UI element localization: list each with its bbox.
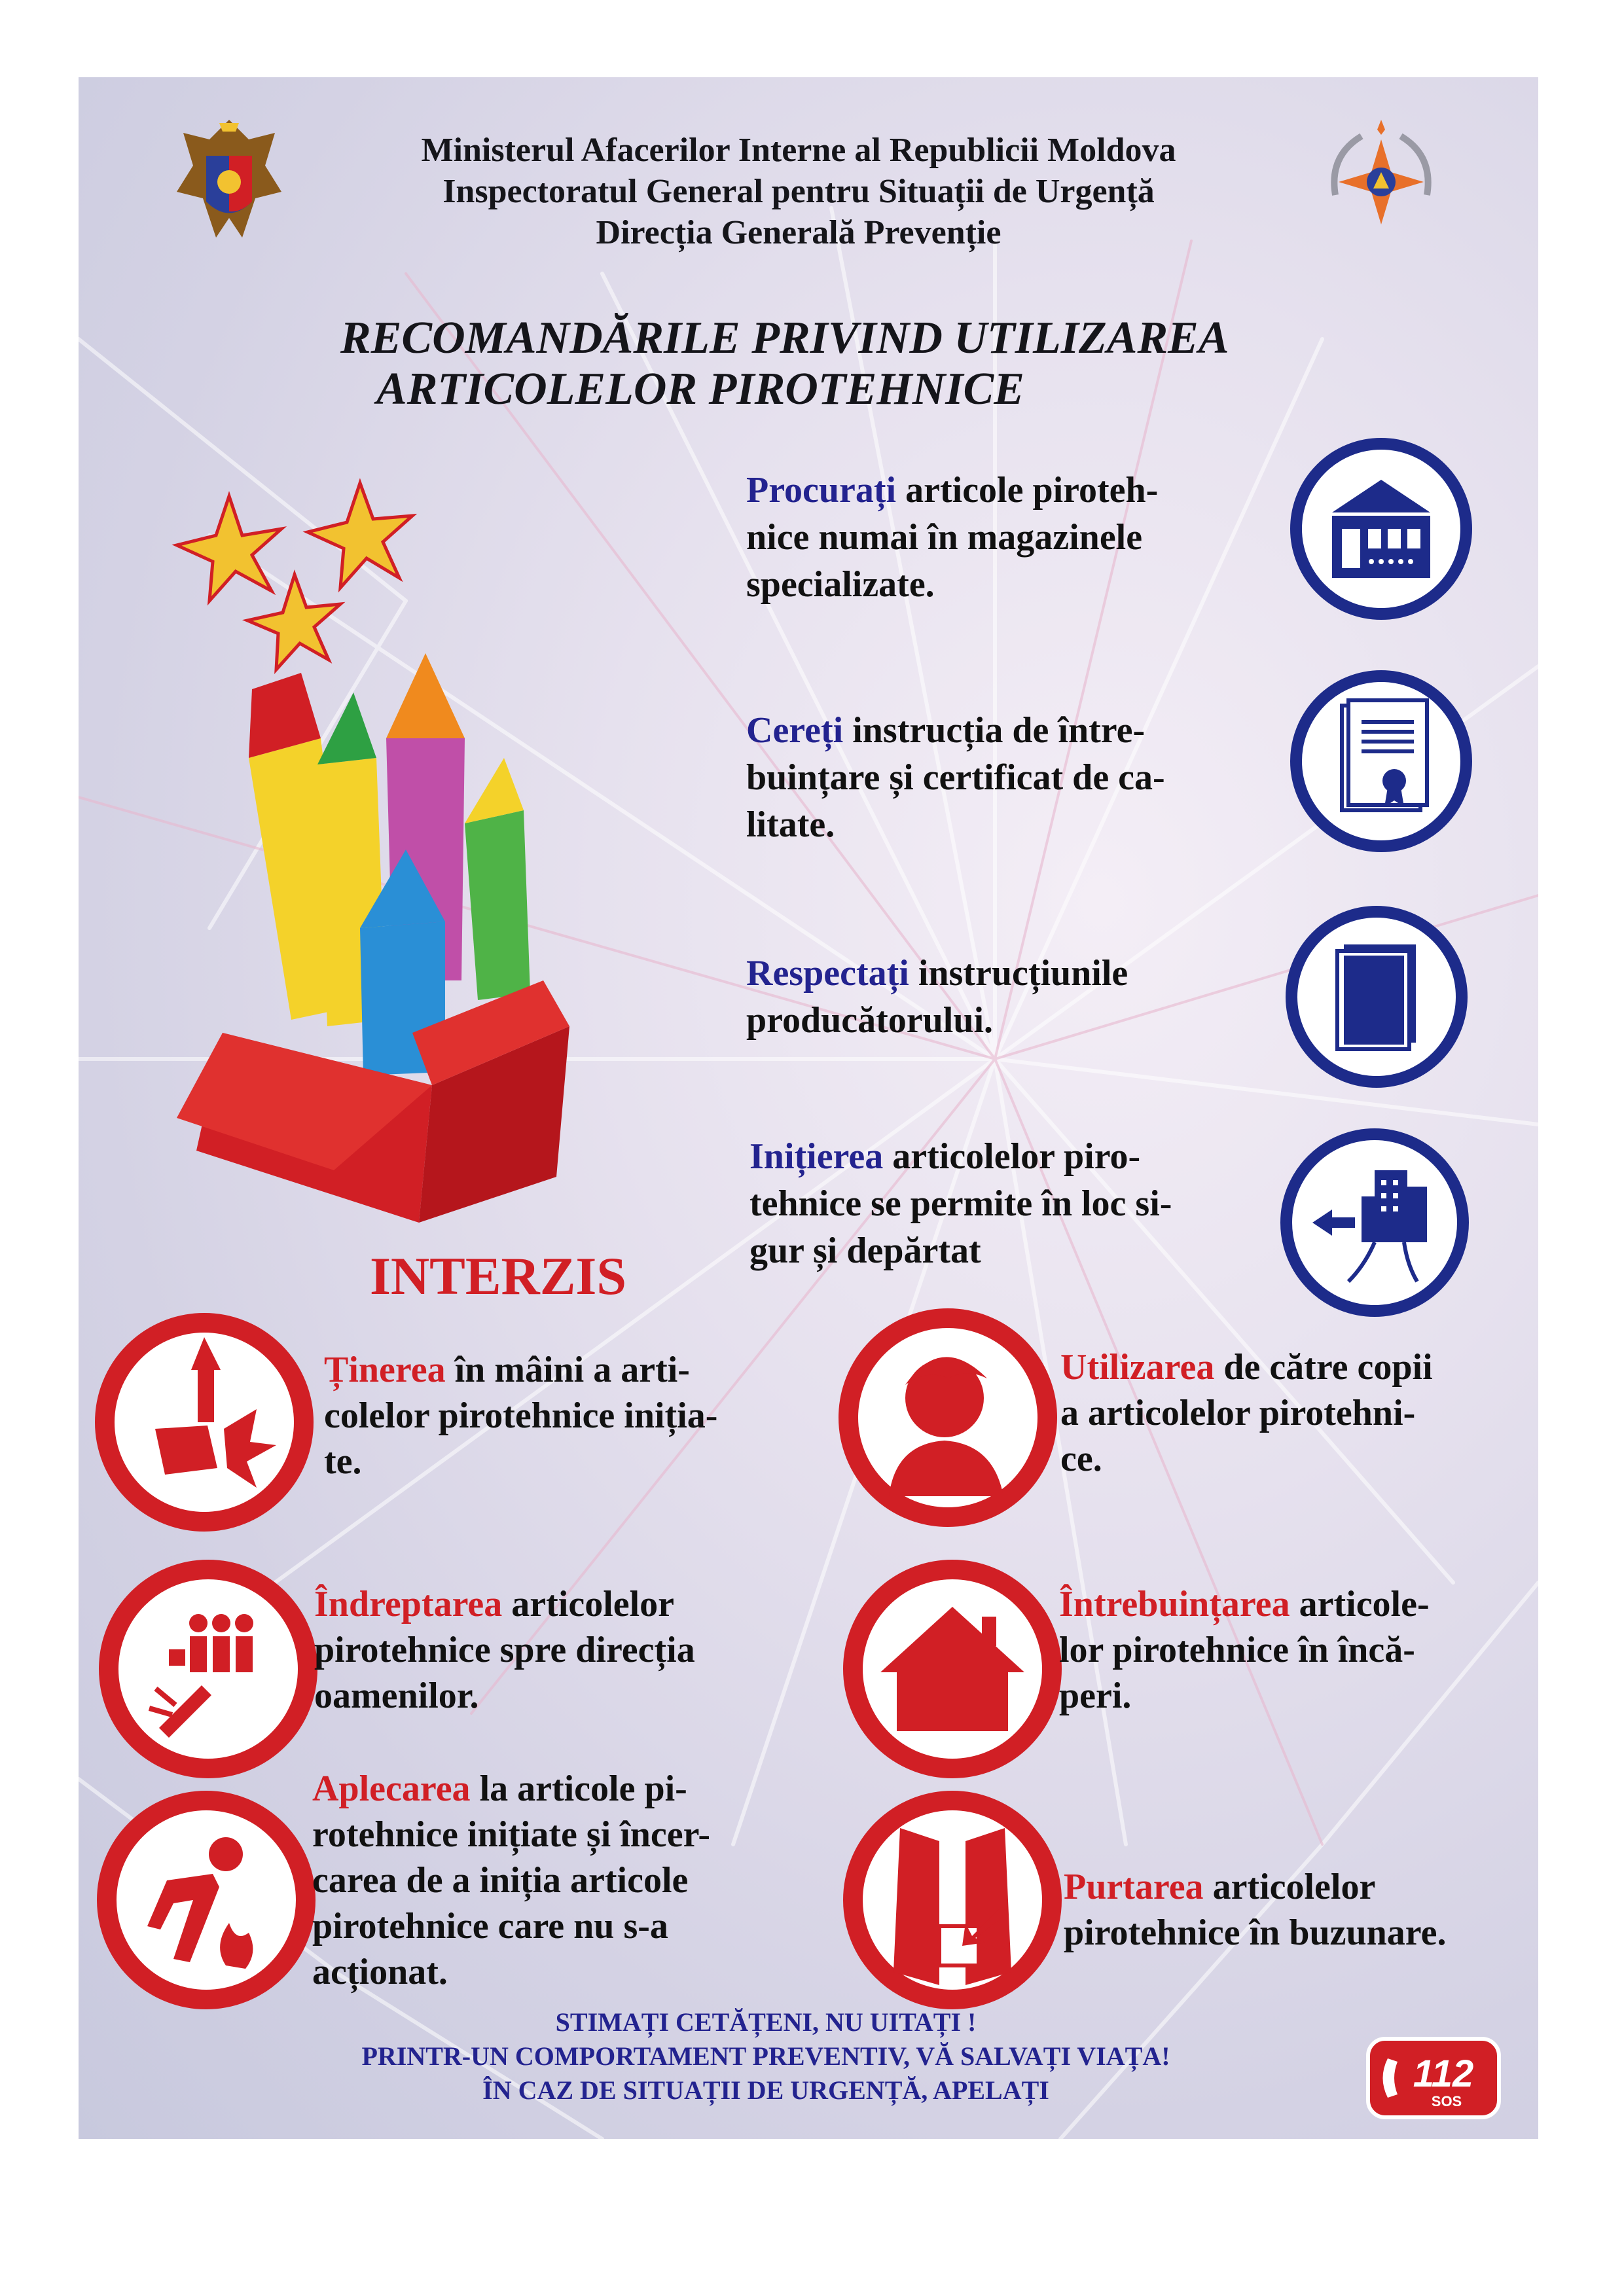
emergency-112-badge [1365,2036,1502,2121]
header-line-2: Inspectoratul General pentru Situații de Urgență [442,173,1155,210]
prohibition-4 [1059,1581,1530,1719]
rec-2-line-3: litate. [746,804,835,845]
rec-2-keyword: Cereți [746,710,844,751]
emergency-number: 112 [1413,2053,1474,2095]
rec-4-line-3: gur și depărtat [749,1230,981,1271]
ban-6-line-2: pirotehnice în buzunare. [1064,1912,1447,1953]
header-line-3: Direcția Generală Prevenție [596,214,1001,251]
interzis-heading: INTERZIS [370,1246,626,1306]
certificate-icon [1286,666,1476,856]
recommendation-3 [746,950,1290,1044]
ministry-header [275,130,1322,253]
header-line-1: Ministerul Afacerilor Interne al Republicii Moldova [421,132,1176,169]
rec-4-line-2: tehnice se permite în loc si- [749,1183,1172,1224]
ban-2-line-3: ce. [1060,1439,1102,1479]
footer-line-1: STIMAȚI CETĂȚENI, NU UITAȚI ! [555,2007,977,2037]
ban-3-line-2: pirotehnice spre direcția [314,1630,695,1670]
rec-3-line-1: instrucțiunile [909,953,1128,994]
ban-5-line-3: carea de a iniția articole [312,1860,689,1901]
rec-2-line-1: instrucția de între- [843,710,1146,751]
emergency-sos-label: SOS [1431,2093,1462,2109]
ban-2-line-1: de către copii [1214,1347,1433,1388]
manual-icon [1282,902,1471,1092]
ban-1-line-1: în mâini a arti- [445,1350,690,1390]
firework-aimed-at-people-icon [97,1558,319,1780]
ban-4-line-1: articole- [1290,1584,1430,1624]
footer-line-2: PRINTR-UN COMPORTAMENT PREVENTIV, VĂ SALVAȚI VIAȚA! [361,2041,1170,2071]
prohibition-3 [314,1581,838,1719]
prohibition-6 [1064,1864,1535,1956]
recommendation-4 [749,1133,1293,1274]
title-line-2: ARTICOLELOR PIROTEHNICE [376,364,1024,414]
rec-3-line-2: producătorului. [746,1000,994,1041]
rec-1-line-2: nice numai în magazinele [746,517,1143,558]
rec-4-keyword: Inițierea [749,1136,884,1177]
ban-3-line-1: articolelor [502,1584,675,1624]
prohibition-5 [312,1766,836,1995]
bending-over-firework-icon [95,1789,317,2011]
rec-1-keyword: Procurați [746,470,897,511]
ban-3-keyword: Îndreptarea [314,1584,503,1624]
ban-1-line-3: te. [324,1441,362,1482]
ban-1-keyword: Ținerea [324,1350,446,1390]
ban-6-line-1: articolelor [1203,1867,1376,1907]
house-icon [841,1558,1064,1780]
fireworks-box-illustration [137,457,713,1242]
rec-1-line-1: articole piroteh- [896,470,1159,511]
pocket-icon [841,1789,1064,2011]
ban-5-line-1: la articole pi- [470,1768,687,1809]
recommendation-1 [746,467,1290,608]
rec-2-line-2: buințare și certificat de ca- [746,757,1165,798]
recommendation-2 [746,707,1290,848]
store-icon [1286,434,1476,624]
moldova-coat-of-arms-icon [170,113,288,251]
prohibition-1 [324,1347,841,1484]
ban-1-line-2: colelor pirotehnice inițiа- [324,1395,718,1436]
footer-line-3: ÎN CAZ DE SITUAȚII DE URGENȚĂ, APELAȚI [482,2075,1049,2105]
rec-3-keyword: Respectați [746,953,909,994]
ban-4-line-2: lor pirotehnice în încă- [1059,1630,1415,1670]
ban-4-keyword: Întrebuințarea [1059,1584,1290,1624]
footer-message [275,2005,1257,2108]
ban-4-line-3: peri. [1059,1676,1132,1716]
ban-5-line-4: pirotehnice care nu s-a [312,1906,668,1946]
ban-3-line-3: oamenilor. [314,1676,479,1716]
ban-2-line-2: a articolelor pirotehni- [1060,1393,1416,1433]
child-icon [837,1306,1059,1529]
ban-5-line-5: acționat. [312,1952,448,1992]
ban-5-keyword: Aplecarea [312,1768,471,1809]
poster [79,77,1538,2139]
ban-6-keyword: Purtarea [1064,1867,1204,1907]
holding-lit-firework-icon [93,1311,316,1534]
rec-1-line-3: specializate. [746,564,935,605]
city-distance-icon [1276,1124,1473,1321]
poster-title [340,313,1229,415]
prohibition-2 [1060,1344,1532,1482]
igsu-emblem-icon [1316,117,1447,247]
title-line-1: RECOMANDĂRILE PRIVIND UTILIZAREA [340,313,1229,363]
rec-4-line-1: articolelor piro- [883,1136,1141,1177]
ban-5-line-2: rotehnice inițiate și încer- [312,1814,711,1855]
ban-2-keyword: Utilizarea [1060,1347,1215,1388]
